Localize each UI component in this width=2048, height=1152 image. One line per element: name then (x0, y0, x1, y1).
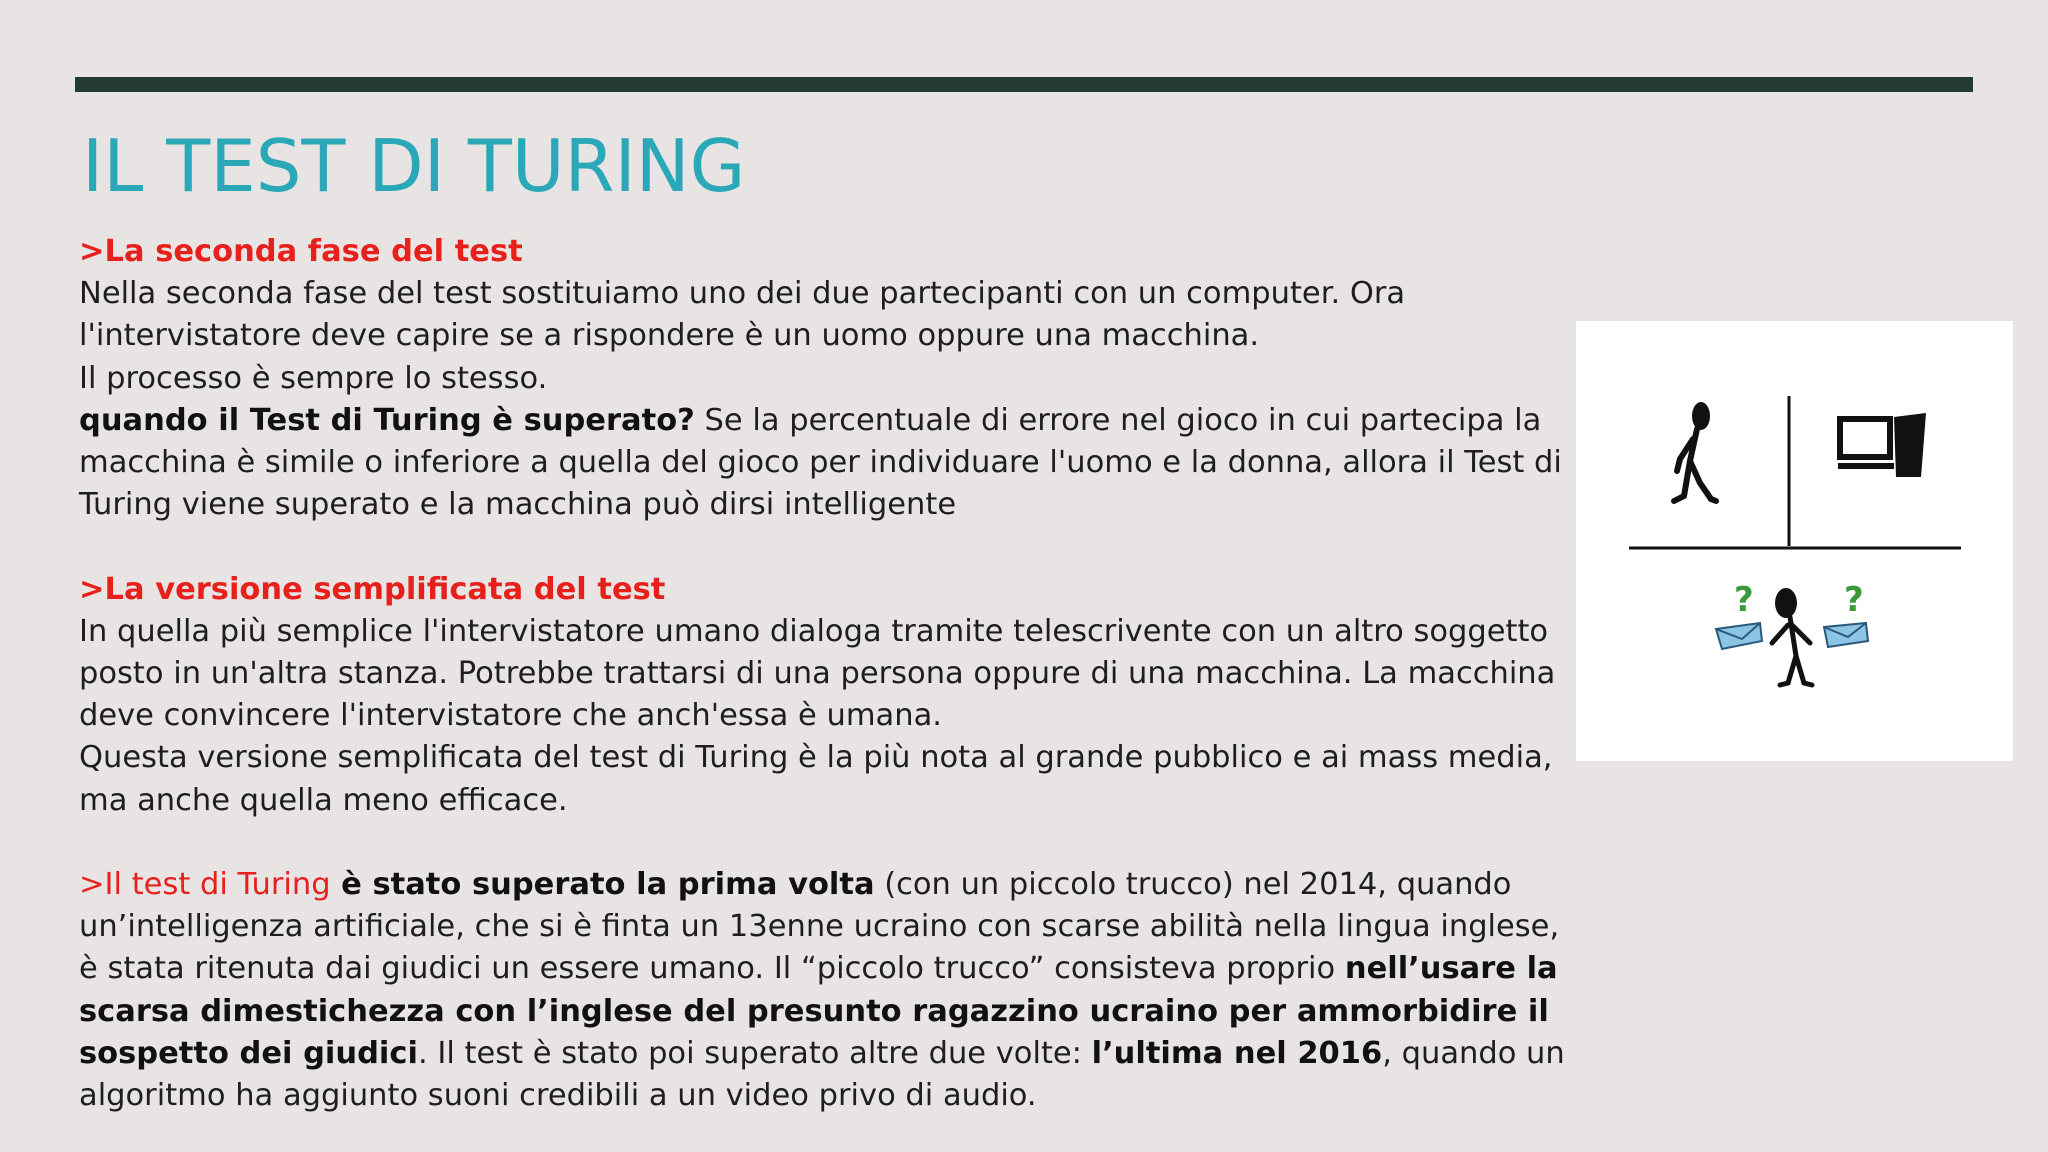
computer-icon (1838, 413, 1926, 477)
section-heading-second-phase: >La seconda fase del test (79, 234, 523, 269)
turing-test-diagram (1576, 321, 2013, 761)
question-mark-right-icon: ? (1844, 580, 1864, 620)
turing-test-illustration (1576, 321, 2013, 761)
first-pass-text-1: (con un piccolo trucco) nel 2014, quando un’intelligenza artificiale, che si è finta un 13enne ucraino con scarse abilità nella lingua inglese, è stata ritenuta dai giudici un essere umano. Il “piccolo trucco” consisteva proprio (79, 867, 1560, 987)
section-heading-simplified: >La versione semplificata del test (79, 571, 666, 607)
first-pass-bold-2: nell’usare la scarsa dimestichezza con l’inglese del presunto ragazzino ucraino per ammorbidire il sospetto dei giudici (79, 951, 1558, 1071)
main-text (79, 231, 1569, 1117)
test-passed-paragraph (79, 400, 1569, 527)
first-pass-text-2: . Il test è stato poi superato altre due volte: (417, 1035, 1092, 1071)
top-divider-bar (75, 77, 1973, 92)
simplified-paragraph-2: Questa versione semplificata del test di Turing è la più nota al grande pubblico e ai mass media, ma anche quella meno efficace. (79, 740, 1553, 818)
second-phase-paragraph: Nella seconda fase del test sostituiamo uno dei due partecipanti con un computer. Ora l'intervistatore deve capire se a rispondere è un uomo oppure una macchina. (79, 276, 1406, 354)
first-pass-bold-3: l’ultima nel 2016 (1091, 1035, 1383, 1071)
question-mark-left-icon: ? (1734, 580, 1754, 620)
process-paragraph: Il processo è sempre lo stesso. (79, 360, 548, 396)
test-passed-answer: Se la percentuale di errore nel gioco in cui partecipa la macchina è simile o inferiore a quella del gioco per individuare l'uomo e la donna, allora il Test di Turing viene superato e la macchina può dirsi intelligente (79, 402, 1562, 523)
envelope-left-icon (1716, 623, 1762, 649)
human-figure-icon (1674, 402, 1716, 501)
first-pass-paragraph (79, 864, 1569, 1117)
page-title: IL TEST DI TURING (82, 124, 746, 208)
simplified-paragraph-1: In quella più semplice l'intervistatore umano dialoga tramite telescrivente con un altro soggetto posto in un'altra stanza. Potrebbe trattarsi di una persona oppure di una macchina. La macchina deve convincere l'intervistatore che anch'essa è umana. (79, 613, 1556, 734)
test-passed-question: quando il Test di Turing è superato? (79, 402, 695, 438)
envelope-right-icon (1824, 623, 1868, 647)
first-pass-bold-1: è stato superato la prima volta (330, 867, 875, 903)
first-pass-lead: >Il test di Turing (79, 867, 331, 903)
interrogator-figure-icon (1772, 588, 1812, 685)
first-pass-text-3: , quando un algoritmo ha aggiunto suoni credibili a un video privo di audio. (79, 1035, 1565, 1114)
